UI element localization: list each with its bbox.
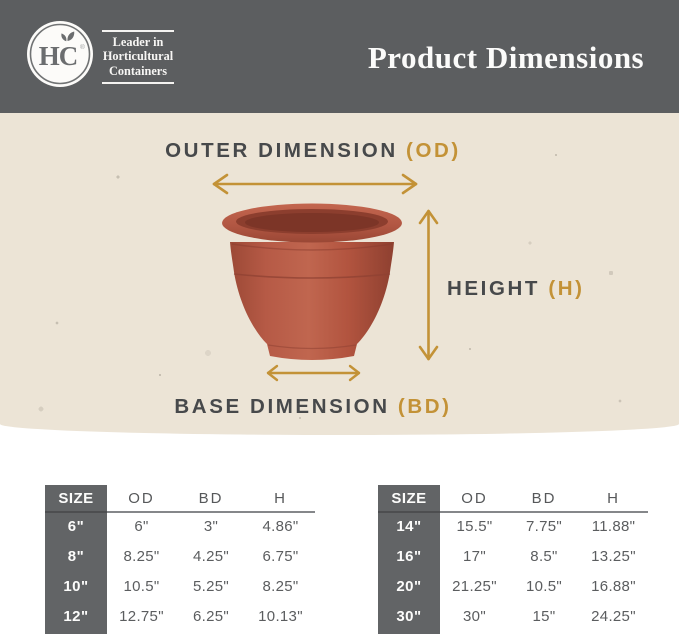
table-header-size: SIZE	[391, 489, 427, 507]
dimension-diagram	[0, 113, 679, 435]
table-header-rule	[378, 511, 648, 513]
table-header-bd: BD	[531, 489, 557, 507]
size-cell: 20"	[396, 577, 422, 595]
height-abbr: (H)	[548, 277, 585, 300]
h-cell: 11.88"	[591, 517, 636, 535]
table-header-size: SIZE	[58, 489, 94, 507]
size-cell: 12"	[63, 607, 89, 625]
outer-dimension-label: OUTER DIMENSION (OD)	[165, 139, 461, 162]
logo-monogram: HC	[38, 41, 78, 71]
table-header-od: OD	[128, 489, 155, 507]
badge-bottom-rule	[102, 82, 174, 84]
table-header-bd: BD	[198, 489, 224, 507]
table-header-h: H	[607, 489, 620, 507]
h-cell: 4.86"	[262, 517, 299, 535]
bd-cell: 4.25"	[192, 547, 230, 565]
h-cell: 10.13"	[258, 607, 303, 625]
bd-cell: 8.5"	[530, 547, 558, 565]
bd-cell: 15"	[532, 607, 556, 625]
size-cell: 14"	[396, 517, 422, 535]
od-cell: 6"	[134, 517, 149, 535]
height-label: HEIGHT (H)	[447, 277, 585, 300]
planter-pot-illustration	[210, 196, 414, 372]
bd-cell: 6.25"	[192, 607, 230, 625]
table-header-od: OD	[461, 489, 488, 507]
brand-tagline-badge	[101, 30, 175, 84]
base-dimension-abbr: (BD)	[397, 395, 452, 418]
table-header-rule	[45, 511, 315, 513]
size-cell: 6"	[67, 517, 85, 535]
h-cell: 13.25"	[591, 547, 636, 565]
od-cell: 30"	[463, 607, 486, 625]
od-cell: 12.75"	[119, 607, 164, 625]
od-cell: 15.5"	[456, 517, 493, 535]
base-dimension-label: BASE DIMENSION (BD)	[174, 395, 452, 418]
h-cell: 16.88"	[591, 577, 636, 595]
od-cell: 10.5"	[123, 577, 160, 595]
bd-cell: 3"	[203, 517, 219, 535]
od-cell: 8.25"	[123, 547, 160, 565]
dimensions-table-large	[378, 485, 648, 631]
bd-cell: 7.75"	[525, 517, 563, 535]
od-cell: 21.25"	[452, 577, 497, 595]
badge-line-2: Horticultural	[102, 49, 174, 63]
h-cell: 8.25"	[262, 577, 299, 595]
size-cell: 8"	[67, 547, 85, 565]
horizontal-arrow-icon	[206, 172, 424, 196]
outer-dimension-abbr: (OD)	[406, 139, 461, 162]
registered-mark: ®	[80, 44, 85, 51]
bd-cell: 5.25"	[192, 577, 230, 595]
dimensions-table-small	[45, 485, 315, 631]
h-cell: 24.25"	[591, 607, 636, 625]
badge-line-3: Containers	[108, 63, 168, 78]
bd-cell: 10.5"	[525, 577, 563, 595]
vertical-arrow-icon	[417, 204, 440, 366]
base-arrow-icon	[262, 363, 365, 383]
od-cell: 17"	[463, 547, 486, 565]
h-cell: 6.75"	[262, 547, 299, 565]
size-cell: 30"	[396, 607, 422, 625]
table-header-h: H	[274, 489, 287, 507]
size-cell: 10"	[63, 577, 89, 595]
hc-brand-logo	[26, 20, 94, 88]
header-banner	[0, 0, 679, 113]
page-title: Product Dimensions	[367, 40, 645, 75]
badge-line-1: Leader in	[112, 34, 164, 49]
size-cell: 16"	[396, 547, 422, 565]
